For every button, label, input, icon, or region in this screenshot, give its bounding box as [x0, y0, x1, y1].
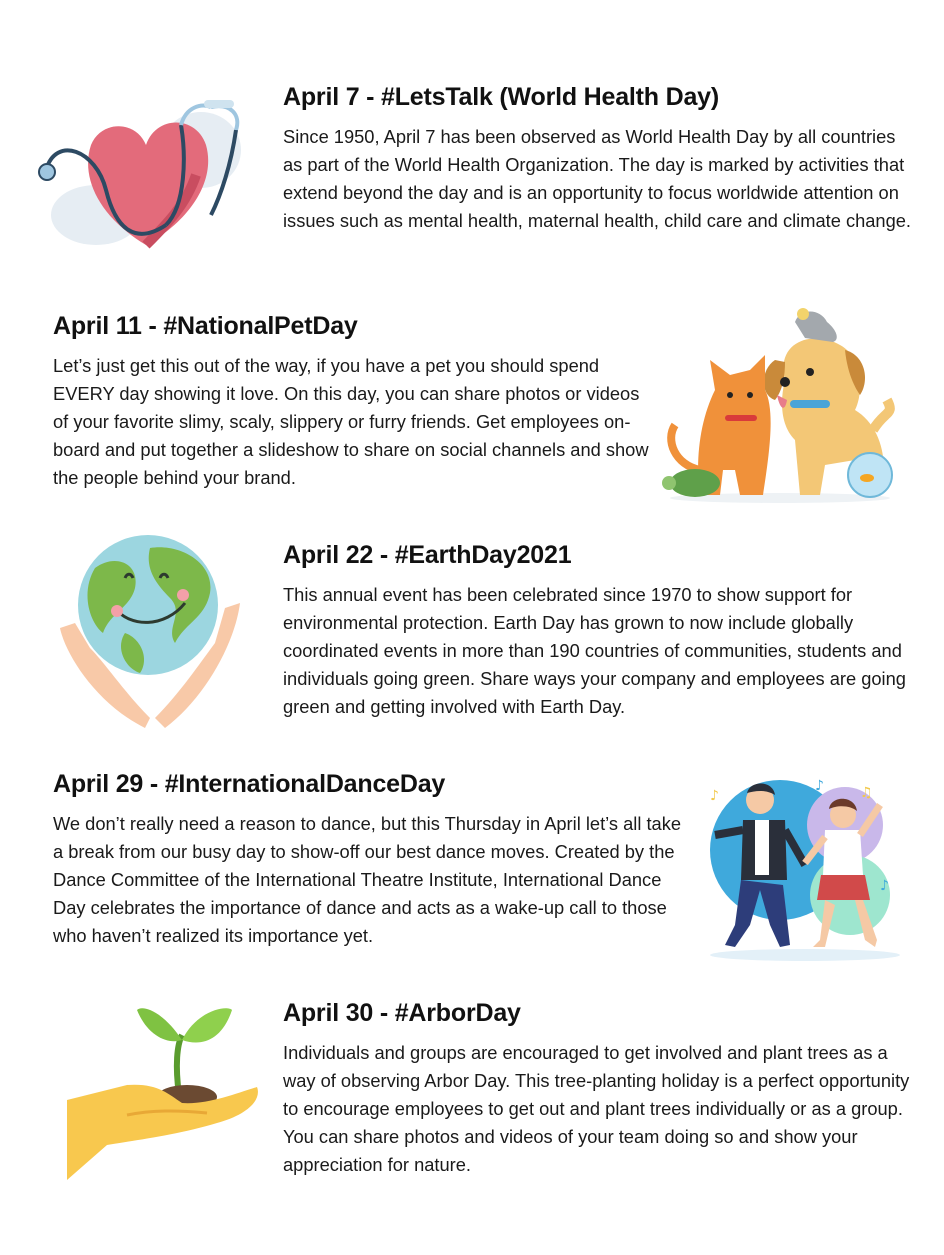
event-description: Let’s just get this out of the way, if you have a pet you should spend EVERY day showing it love. On this day, you can share photos or videos of your favorite slimy, scaly, slippery or furry friends. Get employees on-board and put together a slideshow to share on social channels and show the people behind your brand. — [53, 355, 649, 488]
sprout-in-hand-icon — [67, 1005, 262, 1183]
event-title: April 11 - #NationalPetDay — [53, 312, 358, 340]
earth-in-hands-icon — [55, 533, 245, 733]
svg-text:♫: ♫ — [860, 785, 873, 801]
dancers-icon — [705, 775, 900, 965]
svg-text:♪: ♪ — [815, 778, 824, 794]
heart-stethoscope-icon — [36, 95, 256, 255]
svg-text:♪: ♪ — [880, 878, 889, 894]
event-description: Individuals and groups are encouraged to get involved and plant trees as a way of observing Arbor Day. This tree-planting holiday is a perfect opportunity to encourage employees to get out and plant trees individually or as a group. You can share photos and videos of your team doing so and show your appreciation for nature. — [283, 1042, 910, 1175]
event-title: April 30 - #ArborDay — [283, 999, 521, 1027]
event-title: April 22 - #EarthDay2021 — [283, 541, 572, 569]
event-title: April 7 - #LetsTalk (World Health Day) — [283, 83, 720, 111]
event-description: We don’t really need a reason to dance, but this Thursday in April let’s all take a break from our busy day to show-off our best dance moves. Created by the Dance Committee of the International Theatre Institute, International Dance Day celebrates the importance of dance and acts as a wake-up call to those who haven’t realized its importance yet. — [53, 813, 682, 946]
event-title: April 29 - #InternationalDanceDay — [53, 770, 446, 798]
pets-icon — [655, 300, 900, 505]
svg-text:♪: ♪ — [710, 788, 719, 804]
event-description: Since 1950, April 7 has been observed as World Health Day by all countries as part of the World Health Organization. The day is marked by activities that extend beyond the day and is an opportunity to focus worldwide attention on issues such as mental health, maternal health, child care and climate change. — [283, 126, 912, 231]
event-description: This annual event has been celebrated since 1970 to show support for environmental protection. Earth Day has grown to now include globally coordinated events in more than 190 countries of communities, students and individuals going green. Share ways your company and employees are going green and getting involved with Earth Day. — [283, 584, 906, 717]
